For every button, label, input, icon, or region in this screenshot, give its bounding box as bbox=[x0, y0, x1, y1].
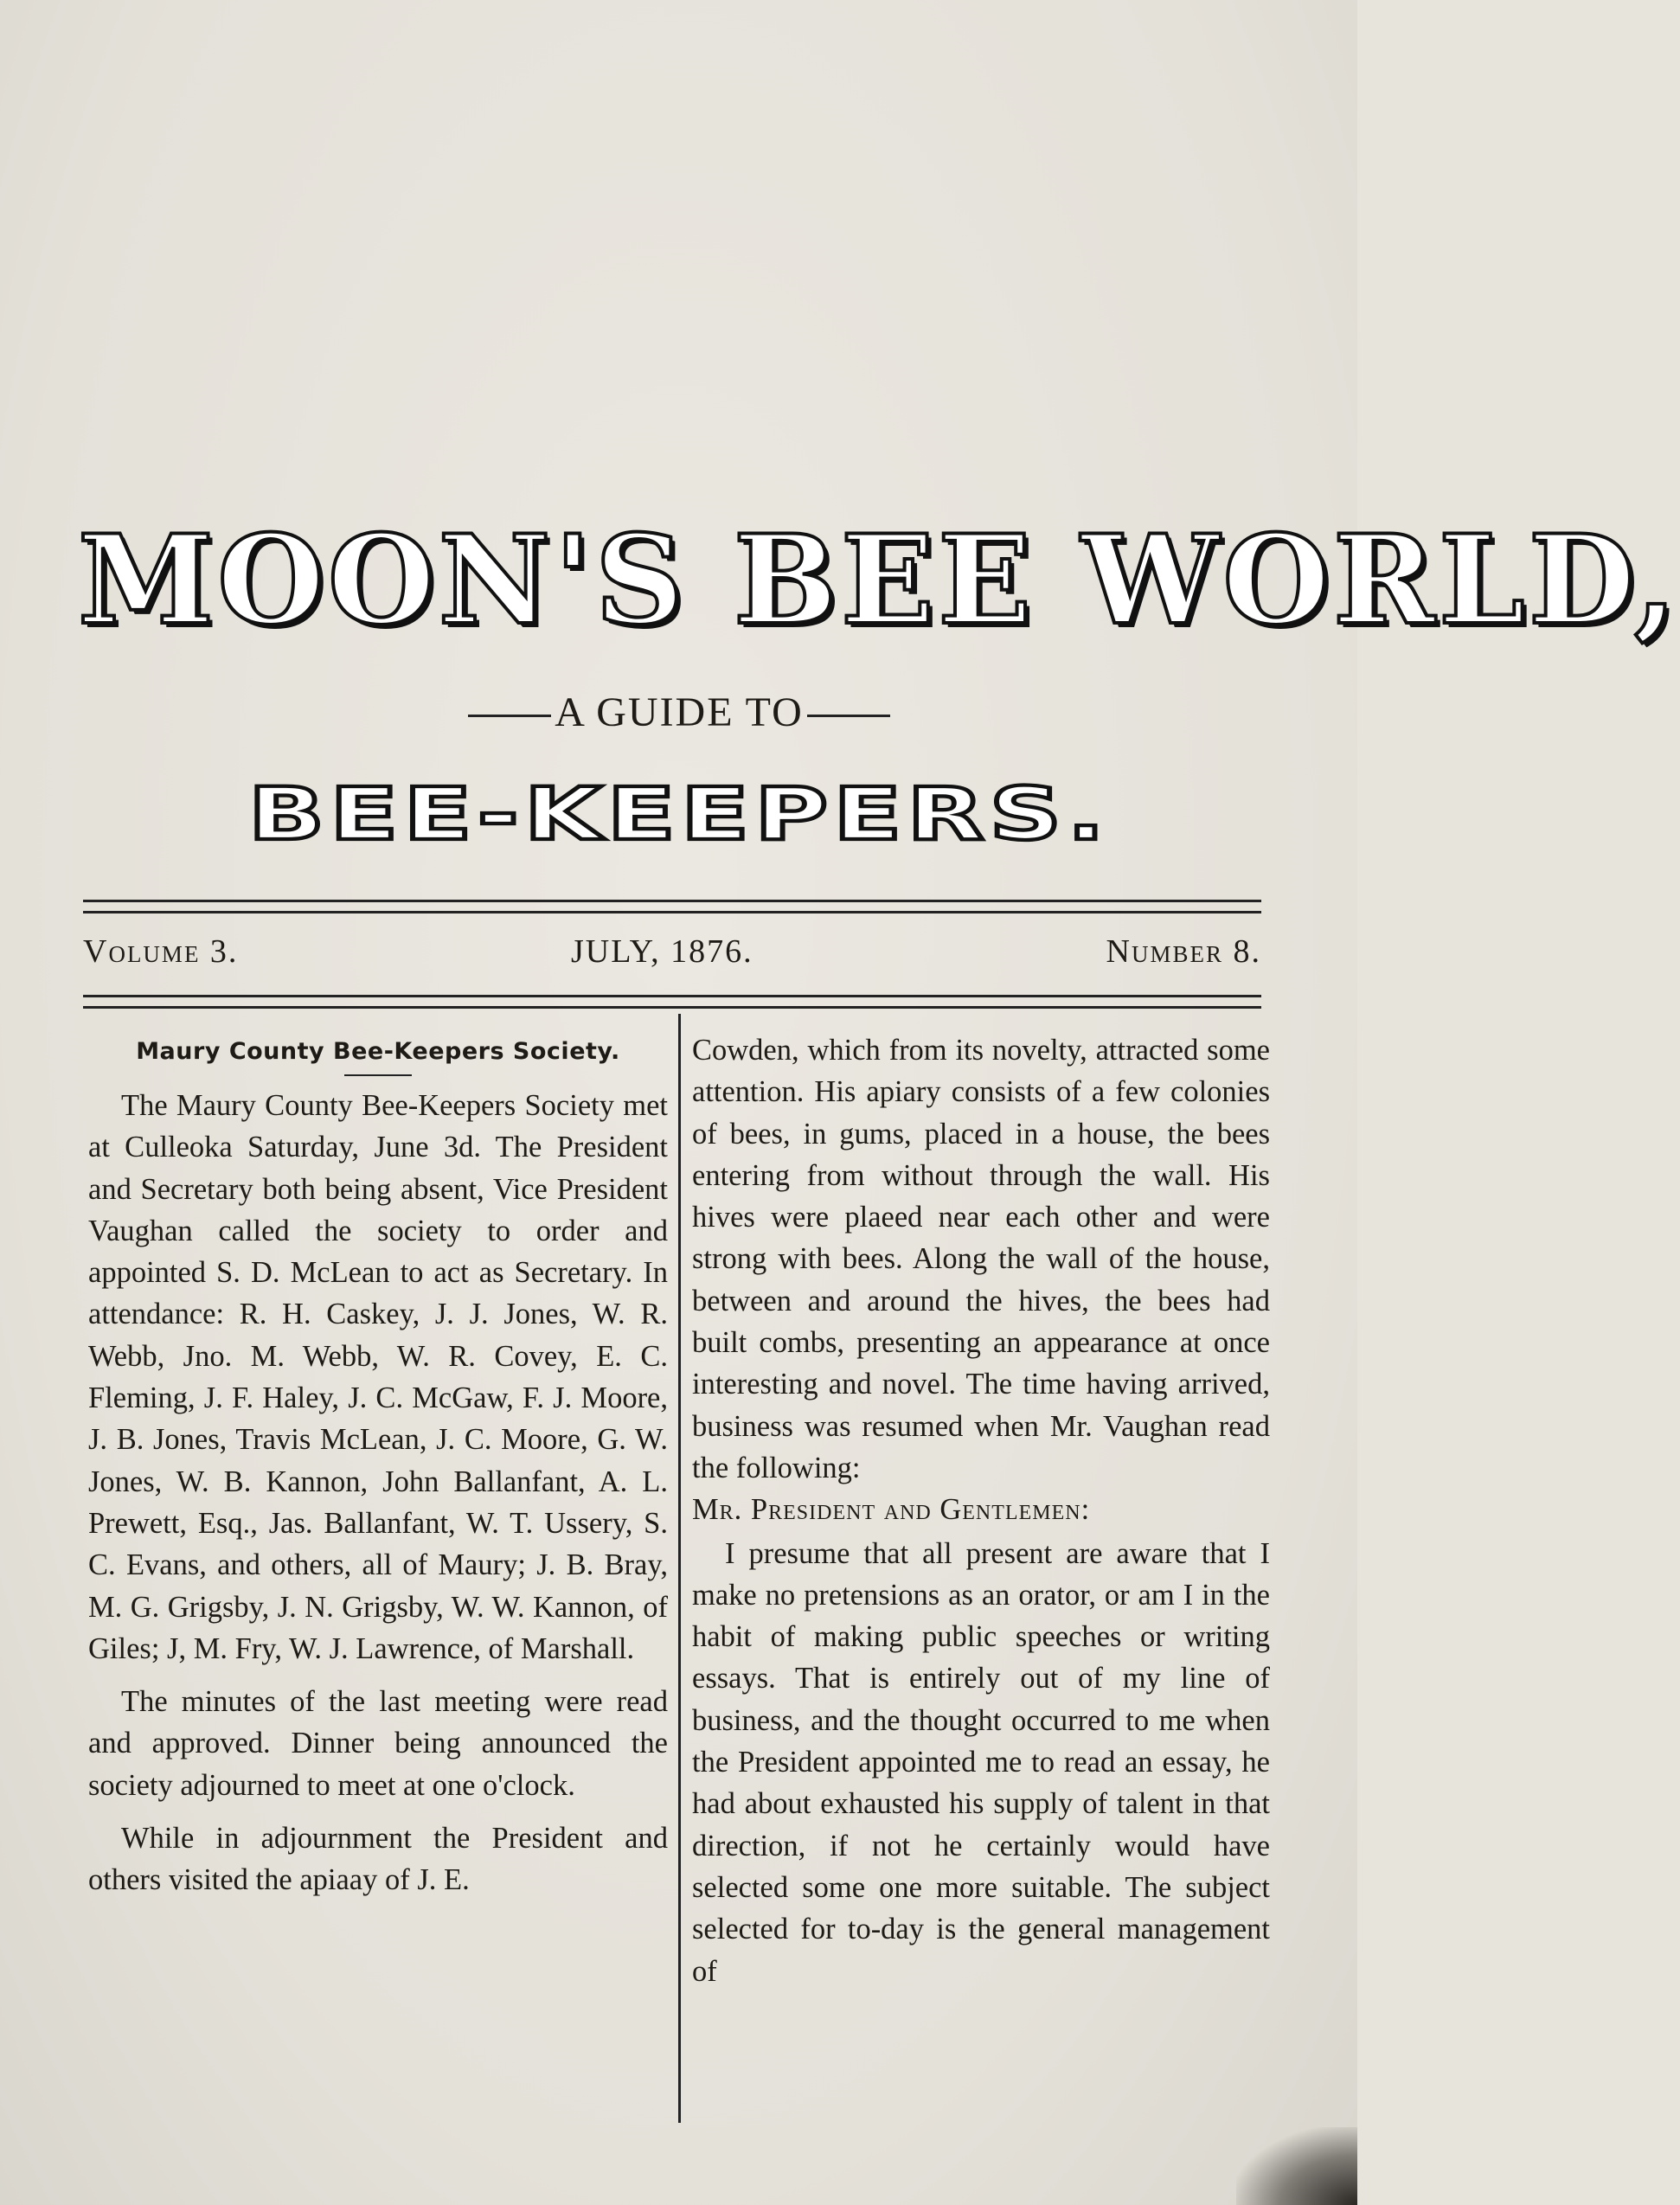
dateline-rule bbox=[83, 995, 1261, 1009]
masthead bbox=[78, 509, 1680, 879]
paragraph: The Maury County Bee-Keepers Society met at Culleoka Saturday, June 3d. The President and Secretary both being absent, Vice President Vaughan called the society to order and appointed S. D. McLean to act as Secretary. In attendance: R. H. Caskey, J. J. Jones, W. R. Webb, Jno. M. Webb, W. R. Covey, E. C. Fleming, J. F. Haley, J. C. McGaw, F. J. Moore, J. B. Jones, Travis McLean, J. C. Moore, G. W. Jones, W. B. Kannon, John Ballanfant, A. L. Prewett, Esq., Jas. Ballanfant, W. T. Ussery, S. C. Evans, and others, all of Maury; J. B. Bray, M. G. Grigsby, J. N. Grigsby, W. W. Kannon, of Giles; J, M. Fry, W. J. Lawrence, of Marshall. bbox=[88, 1089, 668, 1665]
issue-date: JULY, 1876. bbox=[571, 933, 753, 970]
paragraph-continued: Cowden, which from its novelty, attracted some attention. His apiary consists of a few colonies of bees, in gums, placed in a house, the bees entering from without through the wall. His hives were plaeed near each other and were strong with bees. Along the wall of the house, between and around the hives, the bees had built combs, presenting an appearance at once interesting and novel. The time having arrived, business was resumed when Mr. Vaughan read the following: bbox=[692, 1034, 1270, 1484]
dateline bbox=[83, 933, 1261, 976]
number-label: Number 8. bbox=[1106, 933, 1261, 970]
paragraph: The minutes of the last meeting were read and approved. Dinner being announced the society adjourned to meet at one o'clock. bbox=[88, 1685, 668, 1802]
masthead-rule bbox=[83, 900, 1261, 913]
paragraph: I presume that all present are aware that I make no pretensions as an orator, or am I in the habit of making public speeches or writing essays. That is entirely out of my line of business, and the thought occurred to me when the President appointed me to read an essay, he had about exhausted his supply of talent in that direction, if not he certainly would have selected some one more suitable. The subject selected for to-day is the general management of bbox=[692, 1536, 1270, 1988]
masthead-title: MOON'S BEE WORLD, bbox=[78, 509, 1680, 652]
article-heading: Maury County Bee-Keepers Society. bbox=[136, 1038, 620, 1065]
column-divider bbox=[678, 1014, 681, 2123]
paragraph: While in adjournment the President and others visited the apiaay of J. E. bbox=[88, 1822, 668, 1897]
heading-rule bbox=[344, 1074, 412, 1076]
page-edge-shadow bbox=[1236, 2127, 1357, 2205]
left-column bbox=[88, 1029, 668, 1913]
salutation: Mr. President and Gentlemen: bbox=[692, 1493, 1091, 1527]
volume-label: Volume 3. bbox=[83, 933, 239, 970]
right-column bbox=[692, 1029, 1270, 2003]
masthead-subtitle: A GUIDE TO bbox=[78, 692, 1280, 734]
masthead-brand: BEE-KEEPERS. bbox=[247, 772, 1111, 856]
